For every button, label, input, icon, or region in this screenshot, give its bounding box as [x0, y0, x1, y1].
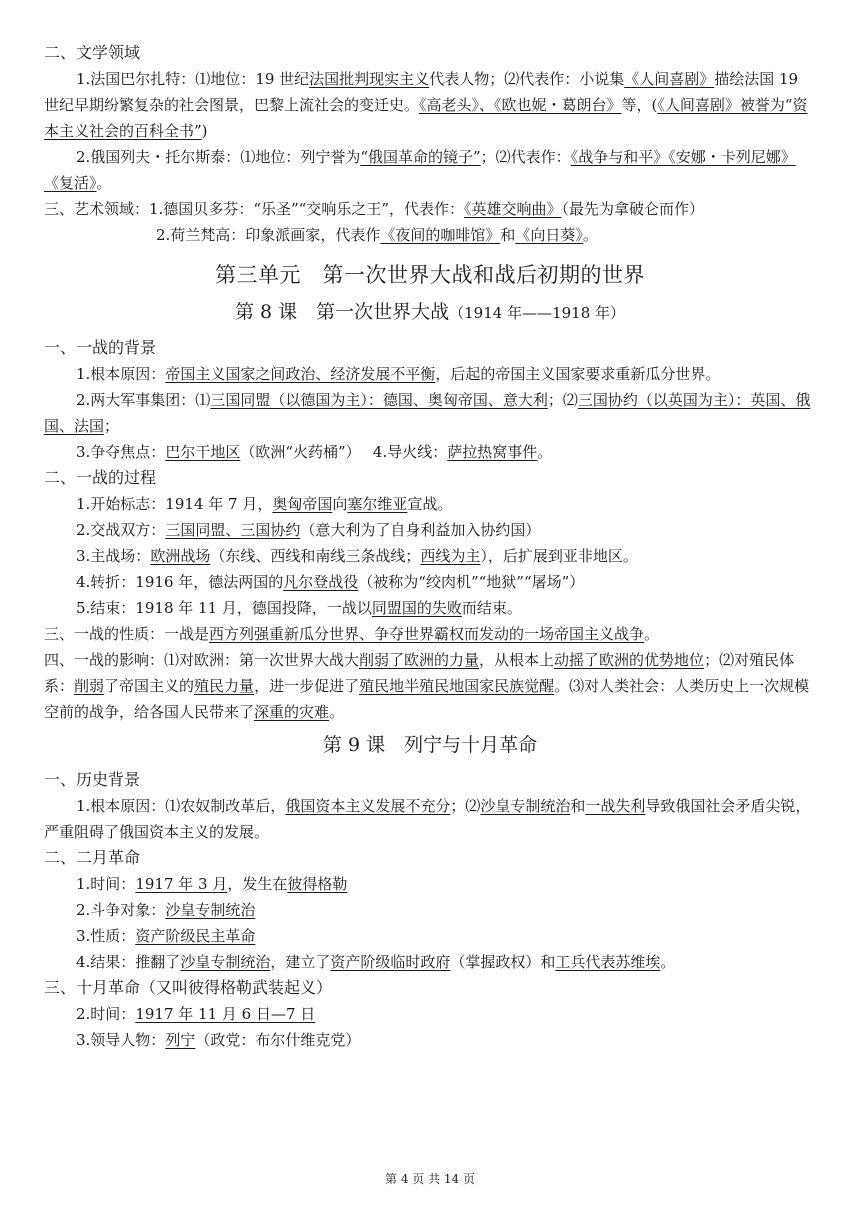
list-item: 2.时间：1917 年 11 月 6 日—7 日	[76, 1005, 316, 1023]
section-heading-history: 一、历史背景	[44, 770, 141, 789]
paragraph-impact: 四、一战的影响：⑴对欧洲：第一次世界大战大削弱了欧洲的力量，从根本上动摇了欧洲的优势地位；⑵对殖民体系：削弱了帝国主义的殖民力量，进一步促进了殖民地半殖民地国家民族觉醒。⑶对人类社会：人类历史上一次规模空前的战争，给各国人民带来了深重的灾难。	[44, 651, 810, 721]
list-item: 3.性质：资产阶级民主革命	[76, 927, 256, 945]
paragraph-art-vangogh: 2.荷兰梵高：印象派画家，代表作《夜间的咖啡馆》和《向日葵》。	[156, 226, 598, 244]
paragraph-tolstoy: 2.俄国列夫・托尔斯泰：⑴地位：列宁誉为“俄国革命的镜子”；⑵代表作：《战争与和平》《安娜・卡列尼娜》《复活》。	[44, 148, 796, 192]
lesson-8-title: 第 8 课 第一次世界大战（1914 年——1918 年）	[234, 301, 626, 323]
list-item: 4.结果：推翻了沙皇专制统治，建立了资产阶级临时政府（掌握政权）和工兵代表苏维埃。	[76, 953, 676, 971]
section-heading-background: 一、一战的背景	[44, 338, 157, 357]
list-item: 2.斗争对象：沙皇专制统治	[76, 901, 256, 919]
lesson-9-title: 第 9 课 列宁与十月革命	[322, 734, 538, 756]
paragraph-nature: 三、一战的性质：一战是西方列强重新瓜分世界、争夺世界霸权而发动的一场帝国主义战争。	[44, 625, 660, 643]
list-item: 3.领导人物：列宁（政党：布尔什维克党）	[76, 1031, 361, 1049]
unit-title: 第三单元 第一次世界大战和战后初期的世界	[215, 263, 645, 287]
list-item: 2.交战双方：三国同盟、三国协约（意大利为了自身利益加入协约国）	[76, 521, 541, 539]
list-item: 4.转折：1916 年，德法两国的凡尔登战役（被称为“绞肉机”“地狱”“屠场”）	[76, 573, 585, 591]
list-item: 5.结束：1918 年 11 月，德国投降，一战以同盟国的失败而结束。	[76, 599, 522, 617]
document-page	[44, 40, 816, 1053]
list-item: 1.开始标志：1914 年 7 月，奥匈帝国向塞尔维亚宣战。	[76, 495, 453, 513]
list-item: 1.根本原因：帝国主义国家之间政治、经济发展不平衡，后起的帝国主义国家要求重新瓜分世界。	[76, 365, 721, 383]
section-heading-process: 二、一战的过程	[44, 468, 157, 487]
list-item: 3.争夺焦点：巴尔干地区（欧洲“火药桶”） 4.导火线：萨拉热窝事件。	[76, 443, 553, 461]
paragraph-art-beethoven: 三、艺术领域：1.德国贝多芬：“乐圣”“交响乐之王”，代表作：《英雄交响曲》（最先为拿破仑而作）	[44, 200, 705, 218]
list-item: 3.主战场：欧洲战场（东线、西线和南线三条战线；西线为主），后扩展到亚非地区。	[76, 547, 638, 565]
section-heading-october: 三、十月革命（又叫彼得格勒武装起义）	[44, 978, 333, 997]
section-heading-literature: 二、文学领域	[44, 43, 141, 62]
list-item: 2.两大军事集团：⑴三国同盟（以德国为主）：德国、奥匈帝国、意大利；⑵三国协约（以英国为主）：英国、俄国、法国；	[44, 391, 811, 435]
paragraph-balzac: 1.法国巴尔扎特：⑴地位：19 世纪法国批判现实主义代表人物；⑵代表作：小说集《人间喜剧》描绘法国 19 世纪早期纷繁复杂的社会图景，巴黎上流社会的变迁史。《高老头》、《欧也妮・葛朗台》等，(《人间喜剧》被誉为“资本主义社会的百科全书”)	[44, 70, 808, 140]
paragraph-root-cause: 1.根本原因：⑴农奴制改革后，俄国资本主义发展不充分；⑵沙皇专制统治和一战失利导致俄国社会矛盾尖锐，严重阻碍了俄国资本主义的发展。	[44, 797, 811, 841]
list-item: 1.时间：1917 年 3 月，发生在彼得格勒	[76, 875, 348, 893]
section-heading-february: 二、二月革命	[44, 848, 141, 867]
page-footer: 第 4 页 共 14 页	[385, 1172, 475, 1186]
